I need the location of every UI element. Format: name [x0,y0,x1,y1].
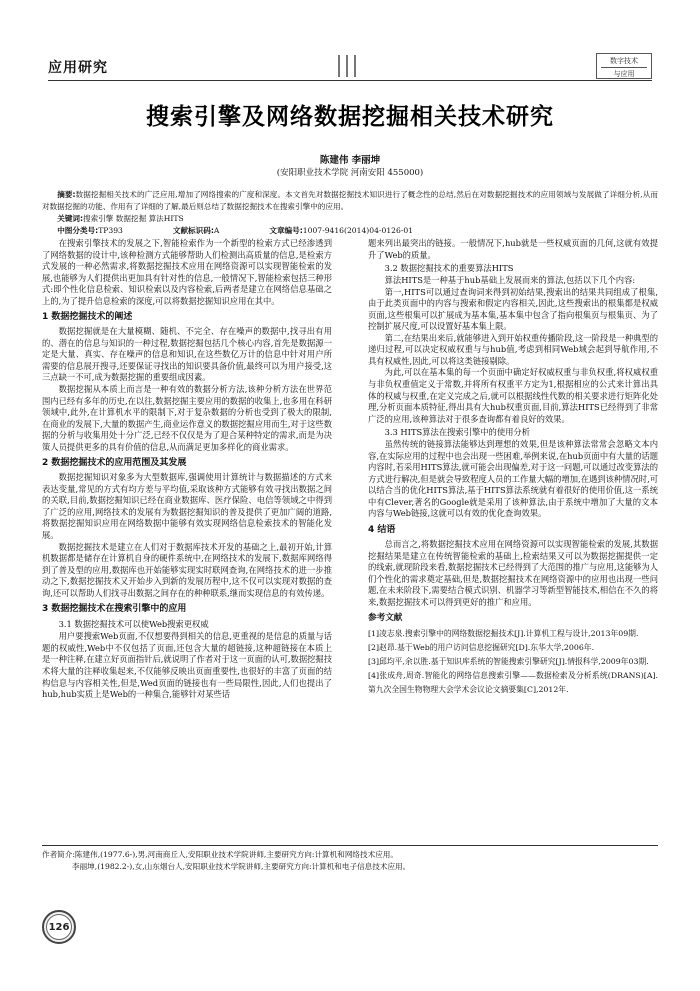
continued-paragraph: 题来列出最突出的链接。一般情况下,hub就是一些权威页面的几何,这就有效提升了Web的质量。 [368,238,658,260]
page-header [48,49,652,81]
reference-item: [3]邱均平,余以胜.基于知识库系统的智能搜索引擎研究[J].情报科学,2009年03期. [368,657,649,667]
doc-value: A [213,226,220,235]
section-3-2-paragraph-4: 为此,可以在基本集的每一个页面中确定好权威权重与非负权重,将权威权重与非负权重值定义于常数,并将所有权重平方定为1,根据相应的公式来计算出具体的权威与权重,在定义完成之后,就可以根据线性代数的相关要求进行矩阵化处理,分析页面本质特征,得出具有大hub权重页面,目前,算法HITS已经得到了非常广泛的应用,该种算法对于很多查询都有着良好的效果。 [368,367,658,424]
section-3-2-paragraph-2: 第一,HITS可以通过查询词来得到初始结果,搜索出的结果共同组成了根集,由于此类页面中的内容与搜索和假定内容相关,因此,这些搜索出的根集都是权威页面,这些根集可以扩展成为基本集,基本集中包含了指向根集页与根集页、为了控制扩展尺度,可以设置好基本集上限。 [368,286,658,332]
footnotes [42,849,658,873]
page-number: 126 [46,914,72,940]
article-no-value: 1007-9416(2014)04-0126-01 [302,226,414,235]
article-authors: 陈建伟 李丽坤 [319,155,381,166]
intro-paragraph: 在搜索引擎技术的发展之下,智能检索作为一个新型的检索方式已经渗透到了网络数据的设计中,该种检测方式能够帮助人们检测出高质量的信息,是检索方式发展的一种必然需求,将数据挖掘技术应用在网络资源可以实现智能检索的发展,也能够为人们提供出更加具有针对性的信息,一般情况下,智能检索包括三种形式:即个性化信息检索、知识检索以及内容检索,后两者是建立在网络信息基础之上的,为了提升信息检索的深度,可以将数据挖掘知识应用在其中。 [42,238,333,306]
keywords-label: 关键词: [57,214,84,223]
section-4-heading: 4 结语 [368,525,396,536]
reference-item: [4]张成舟,周奇.智能化的网络信息搜索引擎——数据检索及分析系统(DRANS)[A].第九次全国生物物理大会学术会议论文摘要集[C],2012年. [368,671,658,695]
doc-label: 文献标识码: [172,226,214,235]
section-label: 应用研究 [48,60,108,76]
article-affiliation: (安阳职业技术学院 河南安阳 455000) [276,168,424,178]
abstract-text: 数据挖掘相关技术的广泛应用,增加了网络搜索的广度和深度。本文首先对数据挖掘技术知识进行了概念性的总结,然后在对数据挖掘技术的应用领域与发展做了详细分析,从而对数据挖掘的功能、作用有了详细的了解,最后则总结了数据挖掘技术在搜索引擎中的应用。 [42,190,658,211]
journal-logo [596,53,652,79]
abstract-label: 摘要: [57,190,76,199]
section-3-2-paragraph-3: 第二,在结果出来后,就能够进入到开始权重传播阶段,这一阶段是一种典型的递归过程,可以决定权威权重与与hub值,考虑到相同Web域会起到导航作用,不具有权威性,因此,可以将这类链接剔除。 [368,332,659,366]
journal-logo-line2: 与应用 [613,70,635,78]
footnote-rule [42,845,658,846]
section-3-3-paragraph: 虽然传统的链接算法能够达到理想的效果,但是该种算法常常会忽略文本内容,在实际应用的过程中也会出现一些困难,举例来说,在hub页面中有大量的话题内容时,若采用HITS算法,就可能会出现偏差,对于这一问题,可以通过改变算法的方式进行解决,但是就会导致程度人员的工作量大幅的增加,在遇到该种情况时,可以结合当的优化HITS算法,基于HITS算法系统就有着很好的使用价值,这一系统中有Clever,著名的Google就是采用了该种算法,由于系统中增加了大量的文本内容与Web链接,这就可以有效的优化查询效果。 [368,439,659,519]
section-2-paragraph-2: 数据挖掘技术是建立在人们对于数据库技术开发的基础之上,最初开始,计算机数据都是储存在计算机自身的硬件系统中,在网络技术的发展下,数据库网络得到了普及型的应用,数据库也开始能够实现实时联网查询,在网络技术的进一步推动之下,数据挖掘技术又开始步入到新的发展历程中,这不仅可以实现对数据的查询,还可以帮助人们找寻出数据之间存在的种种联系,继而实现信息的有效传递。 [42,541,332,598]
section-2-paragraph-1: 数据挖掘知识对象多为大型数据库,强调使用计算统计与数据描述的方式来表达变量,常见的方式有均方差与平均值,采取该种方式能够有效寻找出数据之间的关联,目前,数据挖掘知识已经在商业数据库、医疗保险、电信等领域之中得到了广泛的应用,网络技术的发展有为数据挖掘知识的普及提供了更加广阔的道路,将数据挖掘知识应用在网络数据中能够有效实现网络信息检索技术的智能化发展。 [42,472,332,541]
meta-row [42,225,658,237]
section-3-heading: 3 数据挖掘技术在搜索引擎中的应用 [42,604,187,615]
section-1-paragraph-2: 数据挖掘从本质上而言是一种有效的数据分析方法,该种分析方法在世界范围内已经有多年的历史,在以往,数据挖掘主要应用的数据的收集上,也多用在科研领域中,此外,在计算机水平的限制下,对于复杂数据的分析也受到了极大的限制,在商业的发展下,大量的数据产生,商业运作意义的数据挖掘应用而生,对于这些数据的分析与收集用处十分广泛,已经不仅仅是为了迎合某种特定的需求,而是为决策人员提供更多的具有价值的信息,从而满足更加多样化的商业需求。 [42,384,333,452]
section-1-paragraph-1: 数据挖掘就是在大量模糊、随机、不完全、存在噪声的数据中,找寻出有用的、潜在的信息与知识的一种过程,数据挖掘包括几个核心内容,首先是数据源一定是大量、真实、存在噪声的信息和知识,在这些数亿万计的信息中针对用户所需要的信息展开搜寻,还要保证寻找出的知识要具备价值,最终可以为用户接受,这三点缺一不可,成为数据挖掘的重要组成因素。 [42,326,333,383]
abstract [42,189,658,213]
header-rule [48,80,652,81]
doc-cell [173,225,220,237]
clc-label: 中图分类号: [57,226,99,235]
footnote-author-1: 作者简介:陈建伟,(1977.6-),男,河南商丘人,安阳职业技术学院讲师,主要研究方向:计算机和网络技术应用。 [42,850,398,859]
abstract-block [42,189,658,237]
right-column [368,238,658,697]
reference-item: [1]凌志泉.搜索引擎中的网络数据挖掘技术[J].计算机工程与设计,2013年09期. [368,629,639,639]
section-4-paragraph: 总而言之,将数据挖掘技术应用在网络资源可以实现智能检索的发展,其数据挖掘结果是建立在传统智能检索的基础上,检索结果又可以为数据挖掘提供一定的线索,就现阶段来看,数据挖掘技术已经得到了大范围的推广与应用,这能够为人们个性化的需求奠定基础,但是,数据挖掘技术在网络资源中的应用也出现一些问题,在未来阶段下,需要结合模式识别、机器学习等新型智能技术,相信在不久的将来,数据挖掘技术可以得到更好的推广和应用。 [368,539,659,607]
journal-logo-line1: 数字技术 [610,57,638,65]
left-column [42,238,332,701]
clc-value: TP393 [98,226,123,235]
header-decoration [338,55,370,77]
page-number-badge [42,910,76,944]
references-heading: 参考文献 [368,613,403,624]
section-3-3-heading: 3.3 HITS算法在搜索引擎中的使用分析 [384,427,531,438]
reference-item: [2]赵昂.基于Web的用户访问信息挖掘研究[D].东华大学,2006年. [368,643,595,653]
article-no-cell [269,225,413,237]
section-3-1-paragraph: 用户要搜索Web页面,不仅想要得到相关的信息,更重视的是信息的质量与话题的权威性,Web中不仅包括了页面,还包含大量的超链接,这种超链接在本质上是一种注释,在建立好页面指针后,就说明了作者对于这一页面的认可,数据挖掘技术将大量的注释收集起来,不仅能够反映出页面重要性,也很好的丰富了页面的结构信息与内容相关性,但是,Wed页面的链接也有一些局限性,因此,人们也提出了hub,hub实质上是Web的一种集合,能够针对某些话 [42,631,333,700]
keywords-text: 搜索引擎 数据挖掘 算法HITS [83,214,184,223]
footnote-author-2: 李丽坤,(1982.2-),女,山东烟台人,安阳职业技术学院讲师,主要研究方向:计算机和电子信息技术应用。 [72,862,411,871]
section-3-2-heading: 3.2 数据挖掘技术的重要算法HITS [384,263,514,274]
section-3-2-paragraph-1: 算法HITS是一种基于hub基础上发展而来的算法,包括以下几个内容: [384,275,636,286]
section-1-heading: 1 数据挖掘技术的阐述 [42,312,133,323]
keywords-row [42,213,658,225]
article-title: 搜索引擎及网络数据挖掘相关技术研究 [146,104,554,130]
section-2-heading: 2 数据挖掘技术的应用范围及其发展 [42,458,187,469]
section-3-1-heading: 3.1 数据挖掘技术可以使Web搜索更权威 [58,619,209,630]
article-no-label: 文章编号: [269,226,303,235]
clc-cell [57,225,123,237]
